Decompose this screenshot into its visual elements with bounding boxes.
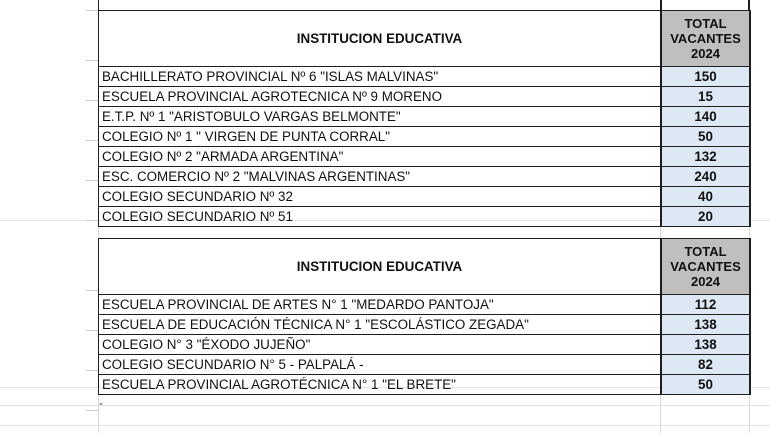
row-tick: [86, 60, 98, 61]
institution-cell[interactable]: COLEGIO SECUNDARIO N° 5 - PALPALÁ -: [99, 355, 662, 375]
total-header-cell[interactable]: [661, 11, 750, 67]
table-row: [99, 355, 751, 375]
vacancies-cell[interactable]: 20: [661, 207, 750, 227]
row-tick: [86, 330, 98, 331]
row-tick: [86, 140, 98, 141]
row-tick: [86, 10, 98, 11]
institution-cell[interactable]: COLEGIO Nº 1 " VIRGEN DE PUNTA CORRAL": [99, 127, 662, 147]
top-border-right2: [748, 0, 750, 10]
total-header-line2: VACANTES: [670, 31, 741, 46]
total-header-line3: 2024: [691, 274, 720, 289]
vacancies-cell[interactable]: 150: [661, 67, 750, 87]
institution-cell[interactable]: ESCUELA PROVINCIAL AGROTECNICA Nº 9 MORENO: [99, 87, 662, 107]
table-row: [99, 315, 751, 335]
grid-row-line: [0, 405, 770, 406]
table-row: [99, 335, 751, 355]
row-tick: [86, 220, 98, 221]
table-header-row: [99, 11, 751, 67]
row-tick: [86, 410, 98, 411]
institution-cell[interactable]: ESC. COMERCIO Nº 2 "MALVINAS ARGENTINAS": [99, 167, 662, 187]
institution-header-cell[interactable]: INSTITUCION EDUCATIVA: [99, 11, 662, 67]
row-tick: [86, 180, 98, 181]
vacancies-cell[interactable]: 138: [661, 315, 750, 335]
vacancies-cell[interactable]: 140: [661, 107, 750, 127]
vacancies-table-2: [98, 238, 751, 395]
vacancies-cell[interactable]: 240: [661, 167, 750, 187]
table-row: [99, 87, 751, 107]
vacancies-table-1: [98, 10, 751, 227]
table-row: [99, 127, 751, 147]
table-row: [99, 207, 751, 227]
top-border-right: [660, 0, 662, 10]
institution-cell[interactable]: ESCUELA PROVINCIAL AGROTÉCNICA N° 1 "EL BRETE": [99, 375, 662, 395]
vacancies-cell[interactable]: 132: [661, 147, 750, 167]
institution-header-cell[interactable]: INSTITUCION EDUCATIVA: [99, 239, 662, 295]
institution-cell[interactable]: ESCUELA DE EDUCACIÓN TÉCNICA N° 1 "ESCOLÁSTICO ZEGADA": [99, 315, 662, 335]
total-header-line1: TOTAL: [684, 244, 727, 259]
vacancies-cell[interactable]: 82: [661, 355, 750, 375]
total-header-line1: TOTAL: [684, 16, 727, 31]
institution-cell[interactable]: COLEGIO N° 3 "ÉXODO JUJEÑO": [99, 335, 662, 355]
top-border-left: [98, 0, 99, 10]
table-row: [99, 187, 751, 207]
vacancies-cell[interactable]: 15: [661, 87, 750, 107]
row-tick: [86, 290, 98, 291]
total-header-line2: VACANTES: [670, 259, 741, 274]
vacancies-cell[interactable]: 50: [661, 375, 750, 395]
vacancies-cell[interactable]: 138: [661, 335, 750, 355]
table-row: [99, 147, 751, 167]
row-tick: [86, 370, 98, 371]
grid-row-line: [0, 425, 770, 426]
total-header-line3: 2024: [691, 46, 720, 61]
table-row: [99, 375, 751, 395]
institution-cell[interactable]: BACHILLERATO PROVINCIAL Nº 6 "ISLAS MALVINAS": [99, 67, 662, 87]
institution-cell[interactable]: E.T.P. Nº 1 "ARISTOBULO VARGAS BELMONTE": [99, 107, 662, 127]
institution-cell[interactable]: COLEGIO Nº 2 "ARMADA ARGENTINA": [99, 147, 662, 167]
institution-cell[interactable]: ESCUELA PROVINCIAL DE ARTES N° 1 "MEDARDO PANTOJA": [99, 295, 662, 315]
vacancies-cell[interactable]: 50: [661, 127, 750, 147]
row-tick: [86, 100, 98, 101]
table-row: [99, 295, 751, 315]
institution-cell[interactable]: COLEGIO SECUNDARIO Nº 32: [99, 187, 662, 207]
total-header-cell[interactable]: [661, 239, 750, 295]
table-row: [99, 107, 751, 127]
table-row: [99, 67, 751, 87]
institution-cell[interactable]: COLEGIO SECUNDARIO Nº 51: [99, 207, 662, 227]
table-row: [99, 167, 751, 187]
cell-marker: -: [99, 396, 103, 410]
table-header-row: [99, 239, 751, 295]
vacancies-cell[interactable]: 40: [661, 187, 750, 207]
vacancies-cell[interactable]: 112: [661, 295, 750, 315]
